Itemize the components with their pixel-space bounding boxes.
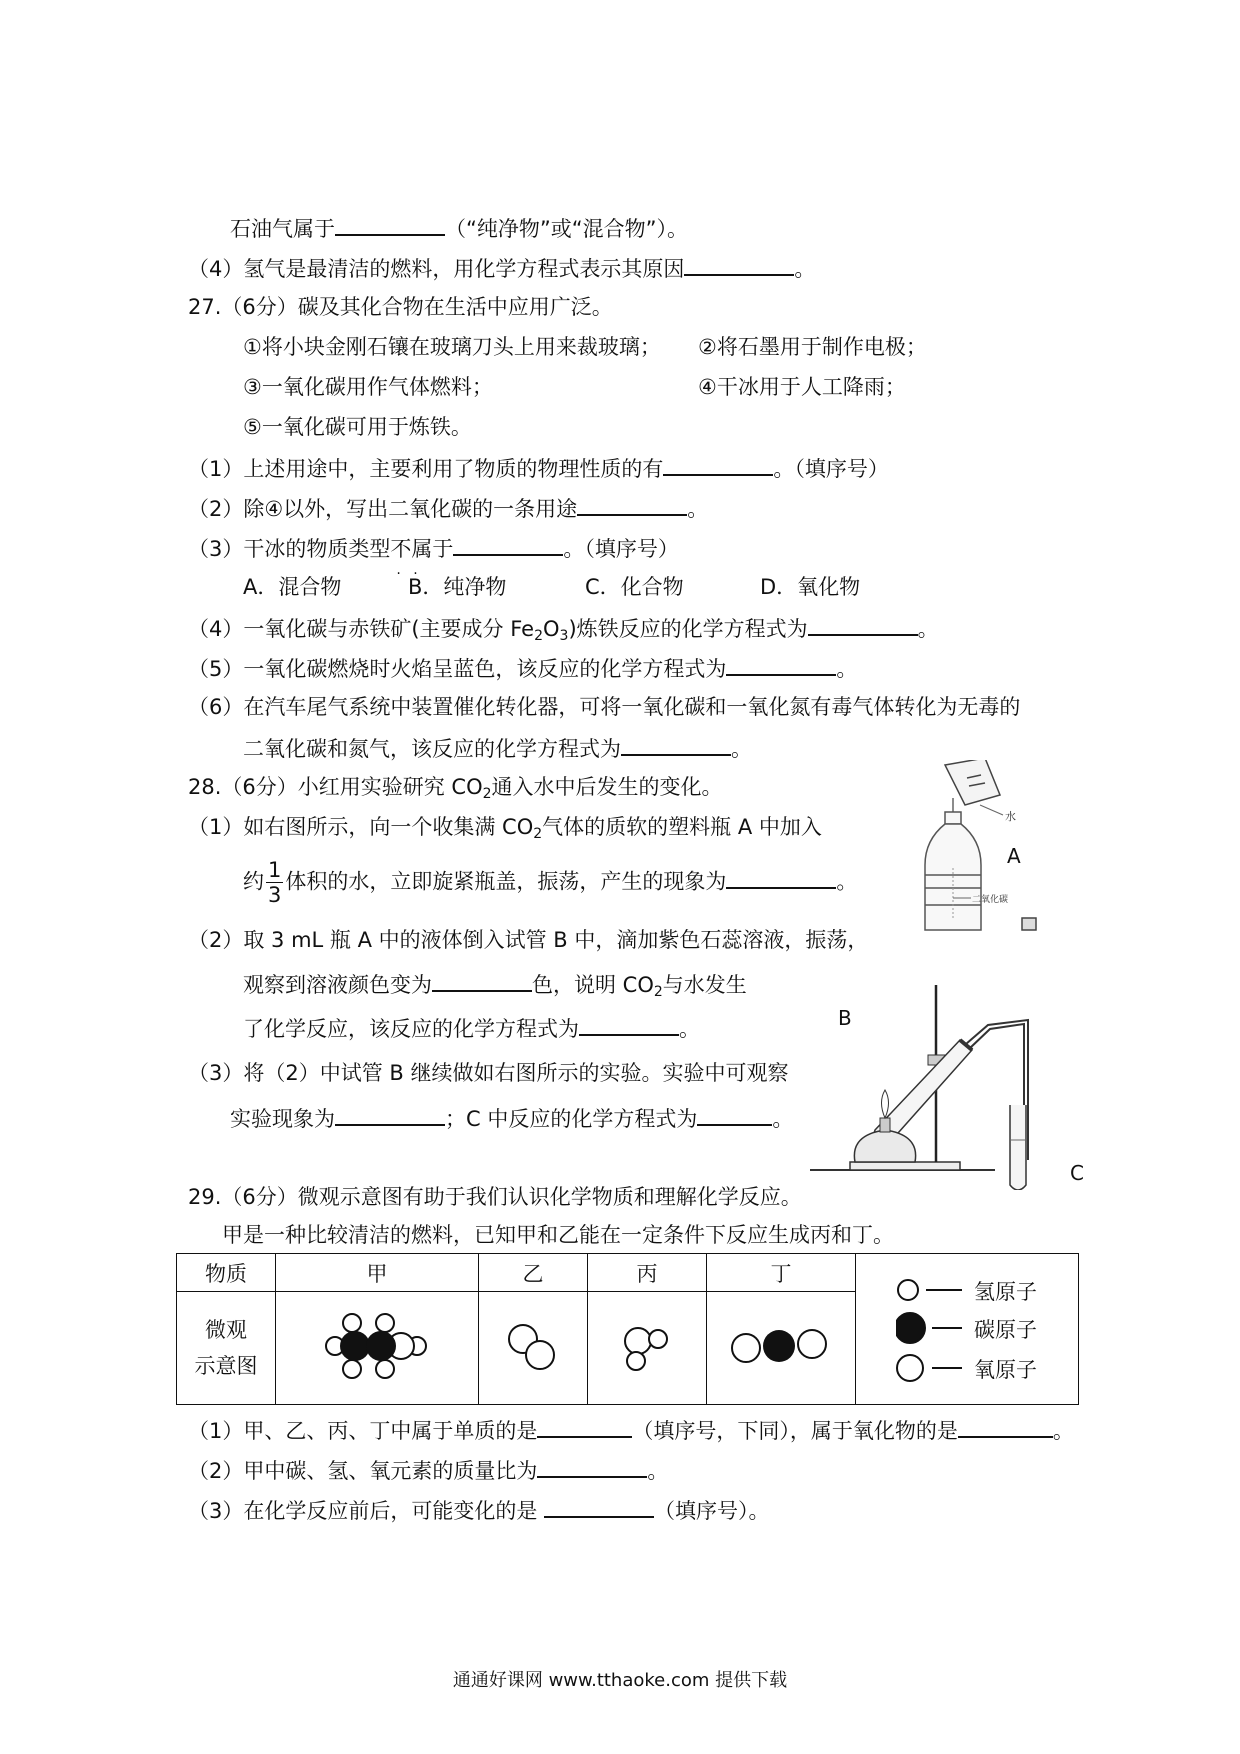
answer-blank[interactable] [537, 1454, 647, 1478]
q27-use-1: ①将小块金刚石镶在玻璃刀头上用来裁玻璃； [243, 335, 661, 359]
q27-title: 27.（6分）碳及其化合物在生活中应用广泛。 [188, 295, 613, 319]
q28-sub-2-cont: 观察到溶液颜色变为 色，说明 $CO_2$与水发生 [243, 968, 747, 1007]
q27-option-b: B．纯净物 [408, 575, 507, 599]
q27-option-a: A．混合物 [243, 575, 342, 599]
row-label: 微观 示意图 [177, 1292, 276, 1405]
bottle-cap-icon [1022, 918, 1036, 930]
q28-title: 28.（6分）小红用实验研究 $CO_2$通入水中后发生的变化。 [188, 775, 723, 802]
oxygen-atom-icon [897, 1355, 923, 1381]
legend-carbon: 碳原子 [974, 1318, 1037, 1342]
tube-label-b: B [838, 1006, 852, 1030]
table-header: 甲 [276, 1254, 479, 1292]
answer-blank[interactable] [335, 212, 445, 236]
answer-blank[interactable] [621, 732, 731, 756]
answer-blank[interactable] [579, 1012, 679, 1036]
bottle-figure [905, 760, 1055, 935]
answer-blank[interactable] [335, 1102, 445, 1126]
answer-blank[interactable] [726, 865, 836, 889]
co2-label: 二氧化碳 [972, 895, 1009, 905]
table-header: 物质 [177, 1254, 276, 1292]
answer-blank[interactable] [958, 1414, 1053, 1438]
molecule-ding [707, 1292, 856, 1405]
q27-option-d: D．氧化物 [760, 575, 861, 599]
answer-blank[interactable] [726, 652, 836, 676]
methanol-molecule-icon [317, 1301, 437, 1391]
q27-option-c: C．化合物 [585, 575, 684, 599]
page-footer: 通通好课网 www.tthaoke.com 提供下载 [452, 1670, 788, 1691]
legend-hydrogen: 氢原子 [974, 1280, 1037, 1304]
q27-use-2: ②将石墨用于制作电极； [698, 335, 927, 359]
q27-use-4: ④干冰用于人工降雨； [698, 375, 906, 399]
answer-blank[interactable] [432, 968, 532, 992]
q27-sub-6: （6）在汽车尾气系统中装置催化转化器，可将一氧化碳和一氧化氮有毒气体转化为无毒的 [188, 695, 1021, 719]
q27-sub-3: （3）干冰的物质类型不属于 · · 。（填序号） [188, 532, 679, 564]
answer-blank[interactable] [808, 612, 918, 636]
test-tube-c-icon [1010, 1105, 1026, 1190]
q27-use-5: ⑤一氧化碳可用于炼铁。 [243, 415, 472, 439]
answer-blank[interactable] [697, 1102, 772, 1126]
tube-label-c: C [1070, 1161, 1084, 1185]
oxygen-molecule-icon [498, 1311, 568, 1381]
q29-title: 29.（6分）微观示意图有助于我们认识化学物质和理解化学反应。 [188, 1185, 802, 1209]
q27-sub-4: （4）一氧化碳与赤铁矿(主要成分 $Fe_2O_3$)炼铁反应的化学方程式为 。 [188, 612, 939, 651]
q29-sub-2: （2）甲中碳、氢、氧元素的质量比为 。 [188, 1454, 668, 1486]
q29-sub-1: （1）甲、乙、丙、丁中属于单质的是 （填序号，下同），属于氧化物的是 。 [188, 1414, 1074, 1446]
bottle-label-a: A [1007, 844, 1021, 868]
q29-intro: 甲是一种比较清洁的燃料，已知甲和乙能在一定条件下反应生成丙和丁。 [222, 1223, 894, 1247]
answer-blank[interactable] [537, 1414, 632, 1438]
table-header: 丙 [588, 1254, 707, 1292]
molecule-bing [588, 1292, 707, 1405]
water-molecule-icon [612, 1311, 682, 1381]
q28-sub-2: （2）取 3 mL 瓶 A 中的液体倒入试管 B 中，滴加紫色石蕊溶液，振荡， [188, 928, 869, 952]
legend-oxygen: 氧原子 [974, 1358, 1037, 1382]
q28-sub-1: （1）如右图所示，向一个收集满 $CO_2$气体的质软的塑料瓶 A 中加入 [188, 815, 822, 842]
micro-diagram-table [176, 1253, 1079, 1405]
answer-blank[interactable] [453, 532, 563, 556]
q27-sub-2: （2）除④以外，写出二氧化碳的一条用途 。 [188, 492, 708, 524]
q28-sub-3-cont: 实验现象为 ；C 中反应的化学方程式为 。 [230, 1102, 793, 1134]
q29-sub-3: （3）在化学反应前后，可能变化的是 （填序号）。 [188, 1494, 770, 1526]
hydrogen-atom-icon [898, 1280, 918, 1300]
q26-line-1: 石油气属于 （“纯净物”或“混合物”）。 [230, 212, 688, 244]
legend-symbols [896, 1254, 966, 1404]
answer-blank[interactable] [684, 252, 794, 276]
q28-sub-1-cont: 约 $\frac{1}{3}$ 体积的水，立即旋紧瓶盖，振荡，产生的现象为 。 [243, 858, 858, 907]
heating-apparatus-figure [810, 980, 1090, 1190]
q28-sub-2-cont2: 了化学反应，该反应的化学方程式为 。 [243, 1012, 700, 1044]
emphasis-dots: 不属于 · · [390, 537, 453, 561]
q27-sub-5: （5）一氧化碳燃烧时火焰呈蓝色，该反应的化学方程式为 。 [188, 652, 857, 684]
answer-blank[interactable] [544, 1494, 654, 1518]
table-header: 丁 [707, 1254, 856, 1292]
q27-sub-6-cont: 二氧化碳和氮气，该反应的化学方程式为 。 [243, 732, 752, 764]
q26-line-2: （4）氢气是最清洁的燃料，用化学方程式表示其原因 。 [188, 252, 815, 284]
q27-sub-1: （1）上述用途中，主要利用了物质的物理性质的有 。（填序号） [188, 452, 889, 484]
carbon-dioxide-molecule-icon [721, 1316, 841, 1376]
molecule-jia [276, 1292, 479, 1405]
table-header: 乙 [479, 1254, 588, 1292]
carbon-atom-icon [896, 1313, 925, 1343]
legend-cell [856, 1254, 1079, 1405]
molecule-yi [479, 1292, 588, 1405]
water-label: 水 [1005, 810, 1016, 823]
q28-sub-3: （3）将（2）中试管 B 继续做如右图所示的实验。实验中可观察 [188, 1061, 789, 1085]
answer-blank[interactable] [663, 452, 773, 476]
q27-use-3: ③一氧化碳用作气体燃料； [243, 375, 493, 399]
fraction: $\frac{1}{3}$ [268, 858, 282, 907]
answer-blank[interactable] [577, 492, 687, 516]
